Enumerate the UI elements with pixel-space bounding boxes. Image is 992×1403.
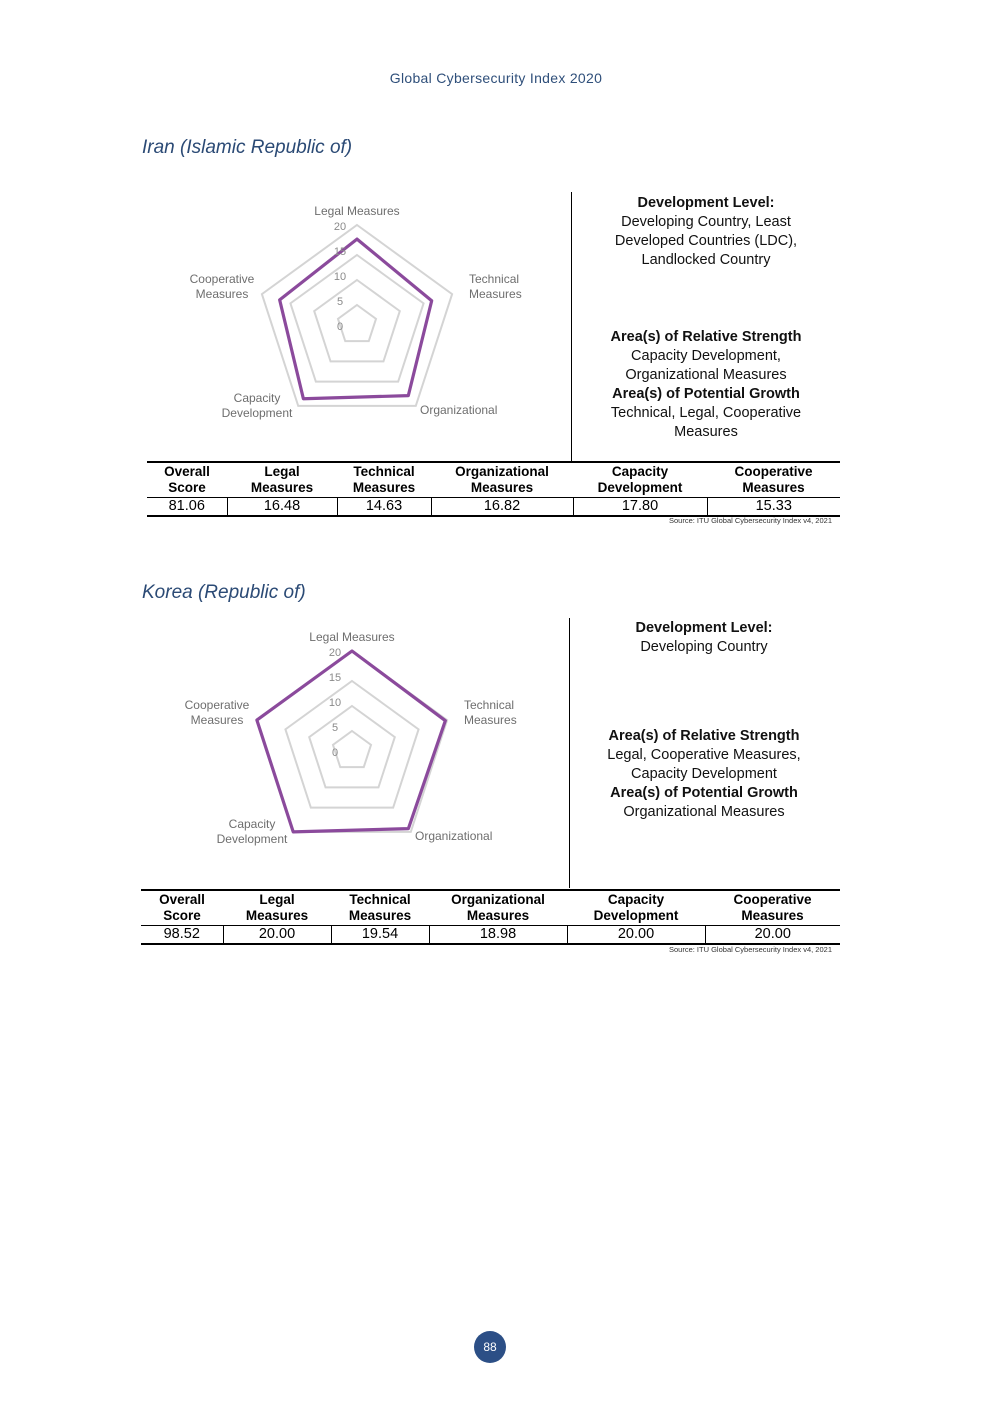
score-legal: 20.00	[223, 926, 331, 945]
country-title-iran: Iran (Islamic Republic of)	[142, 137, 353, 158]
growth-value: Organizational Measures	[623, 804, 785, 820]
radar-grid-ring	[333, 731, 371, 767]
score-organizational: 18.98	[429, 926, 567, 945]
radar-grid-ring	[285, 681, 418, 808]
header-cooperative: Cooperative Measures	[705, 890, 840, 926]
header-technical: Technical Measures	[331, 890, 429, 926]
radar-axis-label: Capacity Development	[221, 391, 293, 420]
radar-tick-label: 0	[336, 321, 344, 333]
table-header-row	[141, 890, 840, 926]
table-row	[147, 498, 840, 517]
page-number: 88	[474, 1331, 506, 1363]
header-organizational: Organizational Measures	[431, 462, 573, 498]
radar-grid-ring	[309, 706, 395, 787]
table-header-row	[147, 462, 840, 498]
source-note: Source: ITU Global Cybersecurity Index v4, 2021	[669, 945, 832, 954]
strengths-panel-iran	[571, 328, 841, 442]
radar-axis-label: Organizational	[415, 829, 493, 843]
radar-axis-label: Capacity Development	[216, 817, 288, 846]
header-capacity: Capacity Development	[573, 462, 707, 498]
header-legal: Legal Measures	[223, 890, 331, 926]
score-overall: 81.06	[147, 498, 227, 517]
radar-axis-label: Legal Measures	[309, 630, 395, 644]
radar-tick-label: 5	[331, 722, 339, 734]
radar-tick-label: 15	[328, 672, 342, 684]
growth-heading: Area(s) of Potential Growth	[612, 386, 800, 402]
strength-value: Legal, Cooperative Measures, Capacity Development	[607, 747, 801, 782]
radar-chart-iran	[170, 193, 530, 453]
score-capacity: 17.80	[573, 498, 707, 517]
radar-grid-ring	[314, 280, 400, 361]
score-technical: 19.54	[331, 926, 429, 945]
radar-axis-label: Cooperative Measures	[189, 272, 255, 301]
score-cooperative: 15.33	[707, 498, 840, 517]
radar-grid-ring	[262, 225, 452, 406]
radar-chart-korea	[165, 619, 525, 879]
strengths-panel-korea	[569, 727, 839, 822]
radar-tick-label: 10	[328, 697, 342, 709]
score-table-iran	[147, 461, 840, 517]
radar-tick-label: 5	[336, 296, 344, 308]
development-level-value: Developing Country, Least Developed Countries (LDC), Landlocked Country	[614, 214, 798, 268]
radar-series-polygon	[257, 651, 445, 832]
radar-axis-label: Legal Measures	[314, 204, 400, 218]
header-overall: Overall Score	[147, 462, 227, 498]
header-cooperative: Cooperative Measures	[707, 462, 840, 498]
radar-axis-label: Technical Measures	[464, 698, 517, 727]
header-capacity: Capacity Development	[567, 890, 705, 926]
score-organizational: 16.82	[431, 498, 573, 517]
header-overall: Overall Score	[141, 890, 223, 926]
score-overall: 98.52	[141, 926, 223, 945]
radar-tick-label: 15	[333, 246, 347, 258]
development-level-heading: Development Level:	[635, 620, 773, 636]
growth-heading: Area(s) of Potential Growth	[610, 785, 798, 801]
growth-value: Technical, Legal, Cooperative Measures	[610, 405, 802, 440]
header-technical: Technical Measures	[337, 462, 431, 498]
radar-axis-label: Technical Measures	[469, 272, 522, 301]
radar-tick-label: 0	[331, 747, 339, 759]
development-level-value: Developing Country	[640, 639, 768, 655]
score-cooperative: 20.00	[705, 926, 840, 945]
table-row	[141, 926, 840, 945]
running-header: Global Cybersecurity Index 2020	[389, 70, 603, 86]
strength-heading: Area(s) of Relative Strength	[610, 329, 802, 345]
radar-tick-label: 20	[328, 647, 342, 659]
score-legal: 16.48	[227, 498, 337, 517]
score-technical: 14.63	[337, 498, 431, 517]
info-panel-iran	[571, 194, 841, 270]
score-capacity: 20.00	[567, 926, 705, 945]
strength-value: Capacity Development, Organizational Measures	[625, 348, 787, 383]
radar-tick-label: 10	[333, 271, 347, 283]
strength-heading: Area(s) of Relative Strength	[608, 728, 800, 744]
radar-grid-ring	[338, 305, 376, 341]
score-table-korea	[141, 889, 840, 945]
source-note: Source: ITU Global Cybersecurity Index v4, 2021	[669, 516, 832, 525]
info-panel-korea	[569, 619, 839, 657]
radar-axis-label: Organizational	[420, 403, 498, 417]
radar-axis-label: Cooperative Measures	[184, 698, 250, 727]
header-organizational: Organizational Measures	[429, 890, 567, 926]
header-legal: Legal Measures	[227, 462, 337, 498]
country-title-korea: Korea (Republic of)	[142, 582, 306, 603]
radar-tick-label: 20	[333, 221, 347, 233]
development-level-heading: Development Level:	[637, 195, 775, 211]
